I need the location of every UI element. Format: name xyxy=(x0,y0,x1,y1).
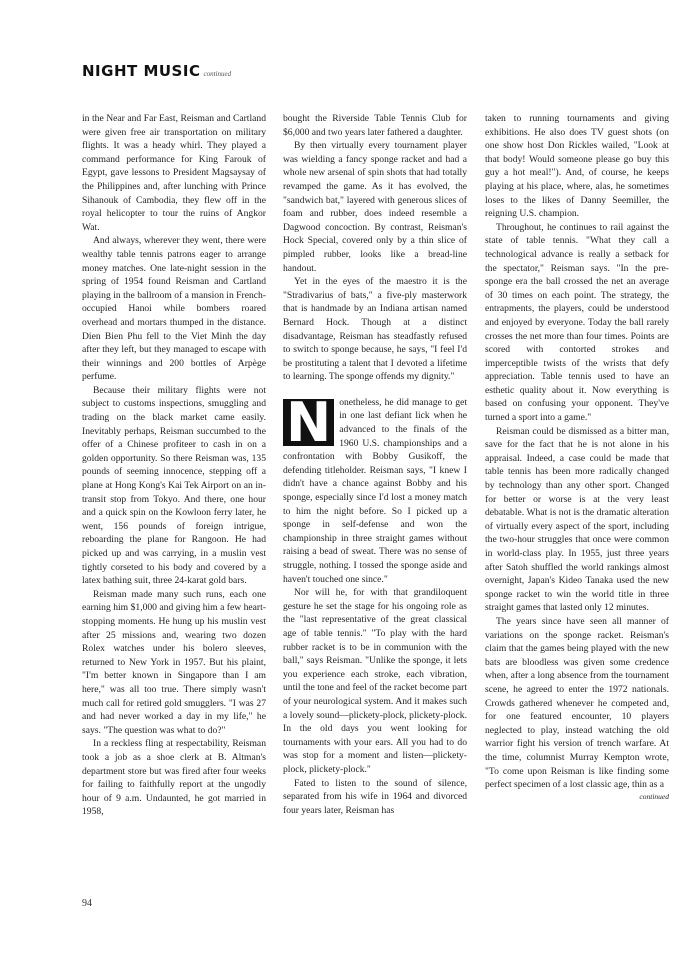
continued-footer: continued xyxy=(639,791,669,801)
page-number: 94 xyxy=(82,898,92,909)
paragraph: And always, wherever they went, there were wealthy table tennis patrons eager to arrange money matches. One late-night session in the spring of 1954 found Reisman and Cartland playing in the ballroom of a mansion in French-occupied Hanoi while bombers roared overhead and mortars thumped in the distance. Dien Bien Phu fell to the Viet Minh the day after they left, but they managed to escape with their winnings and 200 bottles of Arpège perfume. xyxy=(82,235,266,383)
article-column-3 xyxy=(485,112,669,802)
header-continued-label: continued xyxy=(203,70,232,78)
paragraph: Throughout, he continues to rail against the state of table tennis. "What they call a technological advance is really a setback for the spectator," Reisman says. "In the pre-sponge era the ball crossed the net an average of 30 times on each point. The strategy, the entrapments, the players, could be understood and enjoyed by everyone. Today the ball rarely crosses the net more than four times. Points are scored with contorted strokes and imperceptible twists of the wrists that defy appreciation. Table tennis used to have an esthetic quality about it. Now everything is based on confusing your opponent. They've turned a sport into a game." xyxy=(485,221,669,424)
paragraph: Yet in the eyes of the maestro it is the "Stradivarius of bats," a five-ply masterwork that is handmade by an Indiana artisan named Bernard Hock. Though at a distinct disadvantage, Reisman has steadfastly refused to switch to sponge because, he says, "I feel I'd be prostituting a talent that I devoted a lifetime to learning. The sponge offends my dignity." xyxy=(283,276,467,383)
drop-cap: N xyxy=(283,399,334,446)
paragraph: Reisman made many such runs, each one earning him $1,000 and giving him a few heart-stopping moments. He hung up his muslin vest after 25 missions and, wearing two dozen Rolex watches under his bolero sleeves, returned to New York in 1957. But his plaint, "I'm better known in Singapore than I am here," was all too true. There simply wasn't much call for retired gold smugglers. "I was 27 and had never worked a day in my life," he says. "The question was what to do?" xyxy=(82,588,266,736)
paragraph: bought the Riverside Table Tennis Club for $6,000 and two years later fathered a daughter. xyxy=(283,113,467,138)
paragraph: Nor will he, for with that grandiloquent gesture he set the stage for his ongoing role as the "last representative of the great classical age of table tennis." "To play with the hard rubber racket is to be in communion with the ball," says Reisman. "Unlike the sponge, it lets you experience each stroke, each vibration, until the tone and feel of the racket become part of your neurological system. And it makes such a lovely sound—plickety-plock, plickety-plock. In the old days you went looking for tournaments with your ears. All you had to do was stop for a moment and listen—plickety-plock, plickety-plock." xyxy=(283,587,467,775)
paragraph: By then virtually every tournament player was wielding a fancy sponge racket and had a whole new arsenal of spin shots that had totally revamped the game. As it has evolved, the "sandwich bat," layered with generous slices of foam and rubber, does indeed resemble a Dagwood concoction. By contrast, Reisman's Hock Special, covered only by a thin slice of pimpled rubber, looks like a bread-line handout. xyxy=(283,140,467,274)
paragraph: In a reckless fling at respectability, Reisman took a job as a shoe clerk at B. Altman's department store but was fired after four weeks for failing to faithfully report at the ungodly hour of 9 a.m. Undaunted, he got married in 1958, xyxy=(82,738,266,818)
paragraph: in the Near and Far East, Reisman and Cartland were given free air transportation on military flights. It was a heady whirl. They played a command performance for King Farouk of Egypt, gave lessons to President Magsaysay of the Philippines and, after lunching with Prince Sihanouk of Cambodia, they flew off in the royal helicopter to tour the ruins of Angkor Wat. xyxy=(82,113,266,233)
paragraph: The years since have seen all manner of variations on the sponge racket. Reisman's claim that the games being played with the new bats are bloodless was given some credence when, after a long absence from the tournament scene, he agreed to enter the 1972 nationals. Crowds gathered whenever he competed and, for one featured encounter, 10 players neglected to play, instead watching the old warrior fight his version of trench warfare. At the time, columnist Murray Kempton wrote, "To come upon Reisman is like finding some perfect specimen of a lost classic age, thin as a xyxy=(485,615,669,791)
article-column-2 xyxy=(283,112,467,817)
paragraph: Because their military flights were not subject to customs inspections, smuggling and trading on the black market came easily. Inevitably perhaps, Reisman succumbed to the offer of a Chinese profiteer to cash in on a golden opportunity. So there Reisman was, 135 pounds of seeming innocence, stepping off a plane at Hong Kong's Kai Tek Airport on an in-transit stop from Tokyo. And there, one hour and a quick spin on the Kowloon ferry later, he went, 156 pounds of foreign intrigue, reboarding the plane for Rangoon. He had picked up and was carrying, in a muslin vest tightly corseted to his body and covered by a latex bathing suit, three 24-karat gold bars. xyxy=(82,384,266,587)
paragraph: taken to running tournaments and giving exhibitions. He also does TV guest shots (on one show host Don Rickles wailed, "Look at that body! Would someone please go buy this guy a hot meal!"). And, of course, he keeps playing at his place, where, alas, he sometimes loses to the likes of Danny Seemiller, the reigning U.S. champion. xyxy=(485,113,669,220)
paragraph: Fated to listen to the sound of silence, separated from his wife in 1964 and divorced four years later, Reisman has xyxy=(283,777,467,816)
dropcap-paragraph-text: onetheless, he did manage to get in one last defiant lick when he advanced to the finals of the 1960 U.S. championships and a confrontation with Bobby Gusikoff, the defending titleholder. Reisman says, "I knew I didn't have a chance against Bobby and his sponge, especially since I'd lost a money match to him the night before. So I picked up a sponge in self-defense and won the championship in three straight games without raising a bead of sweat. There was no sense of struggle, nothing. I tossed the sponge aside and haven't touched one since." xyxy=(283,396,467,585)
paragraph: Reisman could be dismissed as a bitter man, save for the fact that he is not alone in his appraisal. Indeed, a case could be made that table tennis has been more radically changed by technology than any other sport. Changed for better or worse is at the very least debatable. What is not is the dramatic alteration of virtually every aspect of the sport, including the two-hour struggles that once were common in world-class play. In 1955, just three years after Satoh shuffled the world rankings almost overnight, Japan's Kideo Tanaka used the new sponge racket to win the world title in three straight games that lasted only 12 minutes. xyxy=(485,425,669,614)
running-header xyxy=(82,62,231,80)
section-title: NIGHT MUSIC xyxy=(82,62,201,80)
dropcap-paragraph xyxy=(283,390,467,586)
article-column-1 xyxy=(82,112,266,819)
